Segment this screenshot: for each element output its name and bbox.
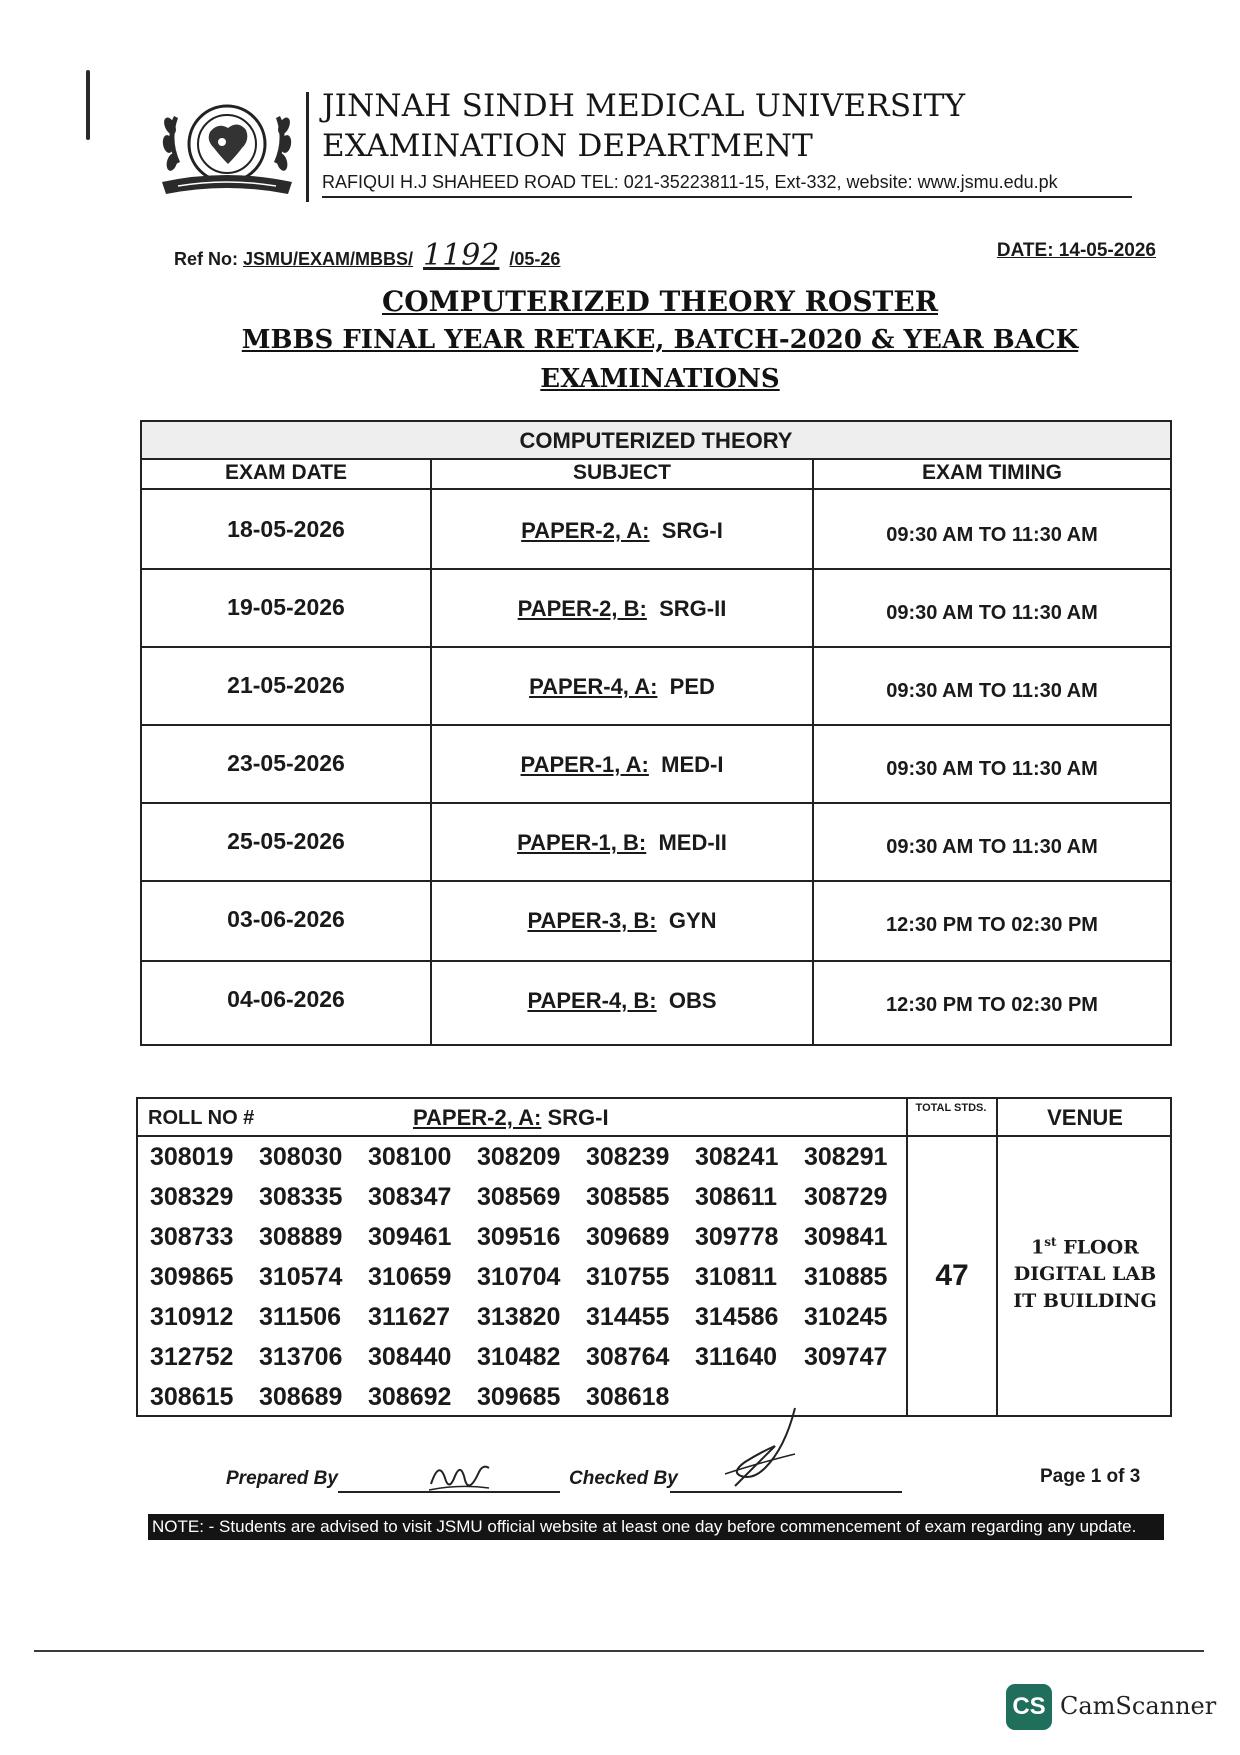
title-line-3: EXAMINATIONS (540, 364, 780, 394)
schedule-row (142, 726, 1170, 804)
roll-number: 308239 (586, 1143, 670, 1171)
exam-date-cell: 19-05-2026 (227, 594, 345, 620)
roll-number: 308764 (586, 1343, 670, 1371)
roll-number: 308209 (477, 1143, 561, 1171)
roll-number: 308611 (695, 1183, 778, 1211)
prepared-by-label: Prepared By (226, 1468, 338, 1489)
page-bottom-line (34, 1650, 1204, 1652)
subject-name: SRG-II (659, 596, 727, 621)
roll-number: 308241 (695, 1143, 779, 1171)
binder-mark (86, 70, 90, 140)
page-prefix: Page (1040, 1466, 1091, 1487)
venue-value (998, 1229, 1172, 1315)
roll-table-header (138, 1099, 1170, 1137)
subject-name: OBS (668, 988, 717, 1013)
schedule-header-row (142, 458, 1170, 490)
roll-number: 308291 (804, 1143, 888, 1171)
paper-code: PAPER-3, B: (527, 908, 657, 933)
schedule-row (142, 962, 1170, 1044)
venue-floor-suffix: st (1044, 1235, 1057, 1249)
subject-name: GYN (668, 908, 717, 933)
subject-cell (432, 492, 812, 568)
roll-number: 309685 (477, 1383, 561, 1411)
roll-number: 309778 (695, 1223, 779, 1251)
page-current: 1 (1090, 1466, 1102, 1487)
page-total: 3 (1129, 1466, 1141, 1487)
roll-number: 309841 (804, 1223, 888, 1251)
schedule-caption: COMPUTERIZED THEORY (142, 422, 1170, 460)
exam-timing-cell: 12:30 PM TO 02:30 PM (886, 994, 1098, 1016)
exam-timing-cell: 09:30 AM TO 11:30 AM (886, 524, 1098, 546)
roll-number: 309461 (368, 1223, 452, 1251)
venue-line-2: DIGITAL LAB (1013, 1263, 1157, 1286)
exam-date-cell: 04-06-2026 (227, 986, 345, 1012)
camscanner-badge: CS (1006, 1684, 1052, 1730)
roll-number: 313820 (477, 1303, 561, 1331)
ref-suffix: /05-26 (509, 249, 561, 269)
ref-handwritten-number: 1192 (423, 238, 500, 273)
roll-number: 309865 (150, 1263, 234, 1291)
checked-by-label: Checked By (569, 1468, 678, 1489)
roll-number: 308019 (150, 1143, 234, 1171)
exam-timing-cell: 09:30 AM TO 11:30 AM (886, 602, 1098, 624)
subject-name: MED-II (658, 830, 727, 855)
exam-timing-cell: 12:30 PM TO 02:30 PM (886, 914, 1098, 936)
university-logo (152, 86, 302, 206)
header-divider (306, 92, 309, 202)
subject-cell (432, 726, 812, 802)
exam-date-cell: 03-06-2026 (227, 906, 345, 932)
roll-number: 308692 (368, 1383, 452, 1411)
subject-name: PED (669, 674, 715, 699)
reference-number (174, 238, 560, 273)
header-subject: SUBJECT (572, 461, 672, 484)
roll-number: 310811 (695, 1263, 778, 1291)
university-name: JINNAH SINDH MEDICAL UNIVERSITY (322, 88, 966, 124)
roll-number: 308689 (259, 1383, 343, 1411)
department-name: EXAMINATION DEPARTMENT (322, 128, 814, 164)
title-line-2: MBBS FINAL YEAR RETAKE, BATCH-2020 & YEAR BACK (241, 325, 1079, 355)
ref-prefix: JSMU/EXAM/MBBS/ (243, 249, 414, 269)
roll-number-table (136, 1097, 1172, 1417)
roll-number: 310912 (150, 1303, 234, 1331)
paper-code: PAPER-1, B: (517, 830, 647, 855)
checked-signature (705, 1404, 805, 1496)
roll-subject: SRG-I (547, 1105, 609, 1130)
address-underline (322, 196, 1132, 198)
roll-number: 308440 (368, 1343, 452, 1371)
roll-number: 311640 (695, 1343, 778, 1371)
roll-number: 314455 (586, 1303, 670, 1331)
subject-cell (432, 882, 812, 960)
roll-number: 308030 (259, 1143, 343, 1171)
schedule-row (142, 882, 1170, 962)
roll-number: 308335 (259, 1183, 343, 1211)
subject-name: SRG-I (661, 518, 723, 543)
exam-date-cell: 25-05-2026 (227, 828, 345, 854)
note-banner: NOTE: - Students are advised to visit JSMU official website at least one day before commencement of exam regarding any update. (148, 1514, 1164, 1540)
roll-number: 308585 (586, 1183, 670, 1211)
roll-number: 308889 (259, 1223, 343, 1251)
venue-line-3: IT BUILDING (1013, 1290, 1157, 1313)
schedule-row (142, 570, 1170, 648)
roll-number: 310482 (477, 1343, 561, 1371)
schedule-table (140, 420, 1172, 1046)
roll-number: 311506 (259, 1303, 342, 1331)
roll-number: 313706 (259, 1343, 343, 1371)
roll-number: 310704 (477, 1263, 561, 1291)
roll-number: 310574 (259, 1263, 343, 1291)
title-line-1: COMPUTERIZED THEORY ROSTER (382, 285, 938, 318)
roll-no-label: ROLL NO # (148, 1107, 255, 1129)
roll-number: 310885 (804, 1263, 888, 1291)
paper-code: PAPER-4, B: (527, 988, 657, 1013)
paper-code: PAPER-4, A: (529, 674, 658, 699)
schedule-row (142, 648, 1170, 726)
roll-number: 308733 (150, 1223, 234, 1251)
roll-number: 308615 (150, 1383, 234, 1411)
header-exam-date: EXAM DATE (224, 461, 348, 484)
exam-date-cell: 18-05-2026 (227, 516, 345, 542)
exam-timing-cell: 09:30 AM TO 11:30 AM (886, 758, 1098, 780)
page-indicator (1040, 1466, 1140, 1488)
camscanner-text: CamScanner (1060, 1692, 1217, 1720)
venue-label: VENUE (1047, 1105, 1123, 1130)
roll-paper-title (413, 1105, 609, 1131)
venue-floor-number: 1 (1031, 1236, 1045, 1259)
total-students-value: 47 (935, 1259, 969, 1292)
exam-timing-cell: 09:30 AM TO 11:30 AM (886, 680, 1098, 702)
roll-number: 309747 (804, 1343, 888, 1371)
subject-name: MED-I (661, 752, 724, 777)
paper-code: PAPER-2, A: (521, 518, 650, 543)
document-date: DATE: 14-05-2026 (996, 240, 1156, 261)
roll-number: 308100 (368, 1143, 452, 1171)
roll-number-grid (150, 1141, 900, 1413)
roll-number: 310245 (804, 1303, 888, 1331)
venue-floor-label: FLOOR (1056, 1236, 1139, 1259)
prepared-signature (425, 1454, 495, 1496)
roll-number: 309689 (586, 1223, 670, 1251)
paper-code: PAPER-1, A: (520, 752, 649, 777)
exam-date-cell: 23-05-2026 (227, 750, 345, 776)
subject-cell (432, 648, 812, 724)
page-of: of (1101, 1466, 1130, 1487)
roll-number: 311627 (368, 1303, 451, 1331)
roll-number: 308569 (477, 1183, 561, 1211)
roll-number: 314586 (695, 1303, 779, 1331)
total-students-label: TOTAL STDS. (915, 1102, 987, 1114)
exam-date-cell: 21-05-2026 (227, 672, 345, 698)
roll-number: 308729 (804, 1183, 888, 1211)
header-exam-timing: EXAM TIMING (922, 461, 1062, 484)
schedule-row (142, 492, 1170, 570)
roll-number: 310659 (368, 1263, 452, 1291)
paper-code: PAPER-2, B: (517, 596, 647, 621)
roll-paper: PAPER-2, A: (413, 1105, 542, 1130)
subject-cell (432, 962, 812, 1044)
subject-cell (432, 570, 812, 646)
exam-timing-cell: 09:30 AM TO 11:30 AM (886, 836, 1098, 858)
schedule-row (142, 804, 1170, 882)
roll-number: 308618 (586, 1383, 670, 1411)
roll-number: 309516 (477, 1223, 561, 1251)
ref-label: Ref No: (174, 249, 238, 269)
subject-cell (432, 804, 812, 880)
roll-number: 312752 (150, 1343, 234, 1371)
roll-number: 308347 (368, 1183, 452, 1211)
roll-number: 308329 (150, 1183, 234, 1211)
address: RAFIQUI H.J SHAHEED ROAD TEL: 021-35223811-15, Ext-332, website: www.jsmu.edu.pk (322, 172, 1058, 192)
roll-number: 310755 (586, 1263, 670, 1291)
